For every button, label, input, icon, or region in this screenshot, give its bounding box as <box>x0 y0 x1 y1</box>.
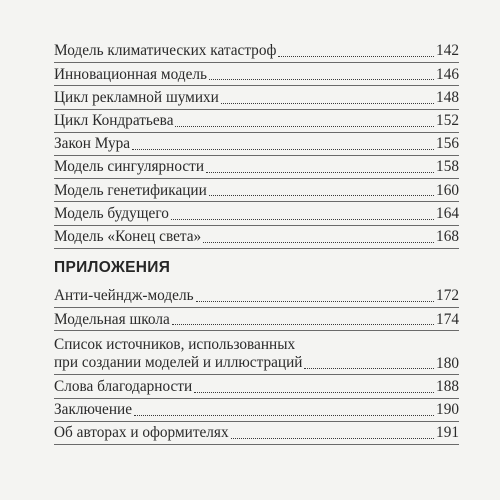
toc-leader-dots <box>196 301 434 302</box>
toc-entry-page: 174 <box>436 310 459 328</box>
toc-leader-dots <box>304 368 434 369</box>
toc-entry-title-line2: при создании моделей и иллюстраций <box>54 354 303 372</box>
toc-entry <box>54 110 459 133</box>
toc-entry <box>54 422 459 445</box>
toc-entry-page: 156 <box>436 135 459 153</box>
toc-entry-title-line1: Список источников, использованных <box>54 336 296 354</box>
toc-entry-title: Модель будущего <box>54 204 169 222</box>
toc-entry-page: 172 <box>436 287 459 305</box>
toc-entry-page: 164 <box>436 204 459 222</box>
toc-entry-title: Заключение <box>54 400 133 418</box>
toc-entry <box>54 285 459 308</box>
toc-leader-dots <box>172 324 434 325</box>
toc-entry-title: Об авторах и оформителях <box>54 424 229 442</box>
toc-entry <box>54 331 459 375</box>
toc-entry-title: Закон Мура <box>54 135 131 153</box>
toc-entry <box>54 133 459 156</box>
toc-leader-dots <box>206 172 434 173</box>
toc-entry-title: Инновационная модель <box>54 65 207 83</box>
toc-entry <box>54 399 459 422</box>
toc-entry-page: 168 <box>436 227 459 245</box>
toc-entry <box>54 308 459 331</box>
toc-entry <box>54 179 459 202</box>
toc-entry-page: 160 <box>436 181 459 199</box>
toc-leader-dots <box>132 149 434 150</box>
toc-entry <box>54 156 459 179</box>
toc-entry-page: 191 <box>436 424 459 442</box>
toc-entry-page: 146 <box>436 65 459 83</box>
toc-leader-dots <box>175 126 434 127</box>
toc-leader-dots <box>171 219 434 220</box>
toc-leader-dots <box>194 392 434 393</box>
toc-leader-dots <box>278 56 434 57</box>
toc-entry-page: 152 <box>436 111 459 129</box>
toc-entry-page: 142 <box>436 42 459 60</box>
toc-leader-dots <box>203 242 434 243</box>
toc-list-appendices <box>54 285 459 445</box>
toc-entry <box>54 375 459 398</box>
toc-entry-title: Модель климатических катастроф <box>54 42 277 60</box>
toc-entry-title: Модель генетификации <box>54 181 207 199</box>
toc-list-main <box>54 40 459 249</box>
toc-entry-page: 180 <box>436 354 459 372</box>
toc-entry-title: Слова благодарности <box>54 377 193 395</box>
toc-entry <box>54 202 459 225</box>
toc-entry-title: Цикл Кондратьева <box>54 111 174 129</box>
toc-entry-page: 190 <box>436 400 459 418</box>
toc-entry-title: Модель «Конец света» <box>54 227 202 245</box>
toc-leader-dots <box>209 79 434 80</box>
toc-entry <box>54 40 459 63</box>
section-heading-appendices: ПРИЛОЖЕНИЯ <box>54 259 171 276</box>
toc-entry-title: Модель сингулярности <box>54 158 205 176</box>
toc-entry <box>54 226 459 249</box>
toc-leader-dots <box>209 195 434 196</box>
toc-entry-page: 148 <box>436 88 459 106</box>
toc-leader-dots <box>134 415 434 416</box>
toc-entry-title <box>54 336 302 374</box>
toc-entry-title: Анти-чейндж-модель <box>54 287 194 305</box>
toc-leader-dots <box>221 103 434 104</box>
toc-entry-page: 188 <box>436 377 459 395</box>
toc-entry <box>54 63 459 86</box>
toc-entry <box>54 86 459 109</box>
toc-entry-title: Цикл рекламной шумихи <box>54 88 219 106</box>
toc-leader-dots <box>231 438 434 439</box>
toc-entry-page: 158 <box>436 158 459 176</box>
toc-entry-title: Модельная школа <box>54 310 170 328</box>
